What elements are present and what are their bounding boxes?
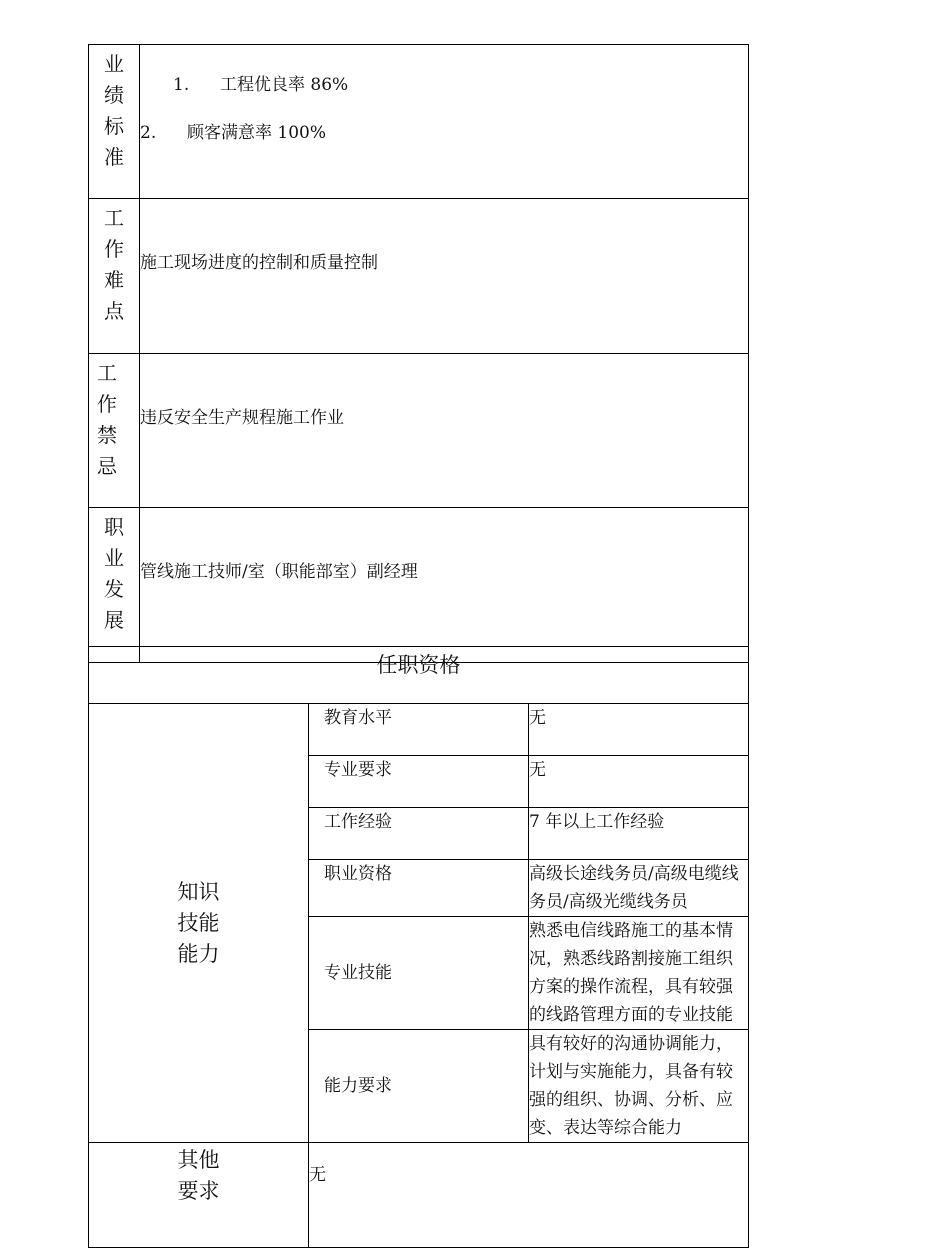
major-requirement-value: 无 [529, 756, 749, 808]
performance-standard-row [89, 45, 749, 199]
work-experience-value: 7 年以上工作经验 [529, 808, 749, 860]
knowledge-skill-ability-label: 知识 技能 能力 [89, 704, 309, 1143]
job-info-table [88, 44, 749, 663]
list-item: 2. 顾客满意率 100% [140, 123, 327, 143]
qualifications-title: 任职资格 [89, 647, 749, 704]
work-difficulty-row [89, 199, 749, 354]
performance-standard-content [140, 45, 749, 199]
education-level-value: 无 [529, 704, 749, 756]
performance-standard-label: 业 绩 标 准 [89, 45, 140, 199]
ability-requirement-value: 具有较好的沟通协调能力，计划与实施能力，具备有较强的组织、协调、分析、应变、表达等综合能力 [529, 1030, 749, 1143]
work-difficulty-label: 工 作 难 点 [89, 199, 140, 354]
list-item: 1. 工程优良率 86% [173, 75, 349, 95]
work-taboo-row [89, 354, 749, 508]
career-development-label: 职 业 发 展 [89, 508, 140, 663]
work-taboo-label: 工 作 禁 忌 [89, 354, 140, 508]
professional-skill-label: 专业技能 [309, 917, 529, 1030]
career-development-row [89, 508, 749, 663]
major-requirement-label: 专业要求 [309, 756, 529, 808]
qualifications-table [88, 646, 749, 1248]
vocational-qualification-value: 高级长途线务员/高级电缆线务员/高级光缆线务员 [529, 860, 749, 917]
work-difficulty-content: 施工现场进度的控制和质量控制 [140, 199, 749, 354]
other-requirements-label: 其他 要求 [89, 1143, 309, 1248]
other-requirements-row [89, 1143, 749, 1248]
ability-requirement-label: 能力要求 [309, 1030, 529, 1143]
work-taboo-content: 违反安全生产规程施工作业 [140, 354, 749, 508]
table-row [89, 704, 749, 756]
vocational-qualification-label: 职业资格 [309, 860, 529, 917]
work-experience-label: 工作经验 [309, 808, 529, 860]
education-level-label: 教育水平 [309, 704, 529, 756]
professional-skill-value: 熟悉电信线路施工的基本情况，熟悉线路割接施工组织方案的操作流程，具有较强的线路管理方面的专业技能 [529, 917, 749, 1030]
other-requirements-value: 无 [309, 1143, 749, 1248]
career-development-content: 管线施工技师/室（职能部室）副经理 [140, 508, 749, 663]
qualifications-title-row [89, 647, 749, 704]
